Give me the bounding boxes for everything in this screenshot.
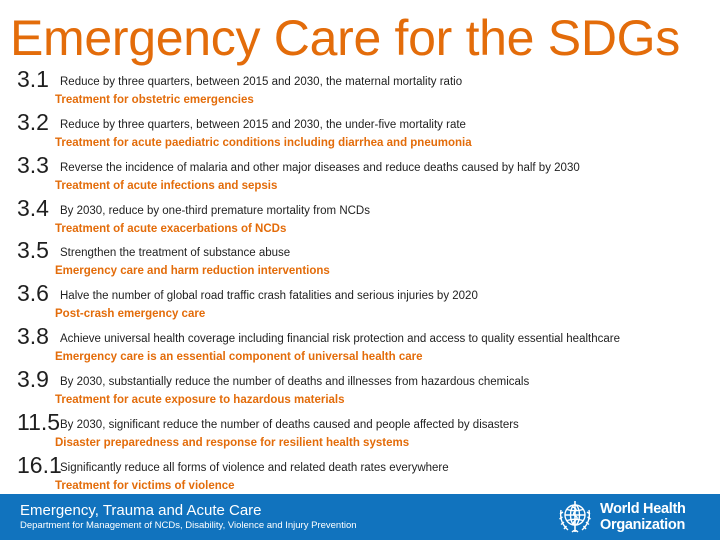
target-goal: Halve the number of global road traffic crash fatalities and serious injuries by 2020 — [60, 290, 478, 302]
sdg-target-16-1 — [17, 452, 717, 496]
slide-title: Emergency Care for the SDGs — [10, 10, 680, 66]
target-treatment: Emergency care is an essential component of universal health care — [55, 351, 423, 363]
sdg-target-3-9 — [17, 366, 717, 410]
sdg-target-3-1 — [17, 66, 717, 110]
target-number: 3.5 — [17, 237, 49, 263]
target-number: 3.1 — [17, 66, 49, 92]
target-number: 3.3 — [17, 152, 49, 178]
target-number: 16.1 — [17, 452, 62, 478]
target-treatment: Emergency care and harm reduction interventions — [55, 265, 330, 277]
target-goal: Reduce by three quarters, between 2015 and 2030, the under-five mortality rate — [60, 119, 466, 131]
target-goal: Strengthen the treatment of substance abuse — [60, 247, 291, 259]
target-goal: Reduce by three quarters, between 2015 and 2030, the maternal mortality ratio — [60, 76, 463, 88]
target-number: 11.5 — [17, 409, 61, 435]
footer-title: Emergency, Trauma and Acute Care — [20, 502, 262, 519]
who-emblem-icon — [556, 498, 594, 536]
footer-subtitle: Department for Management of NCDs, Disability, Violence and Injury Prevention — [20, 520, 357, 531]
sdg-target-3-5 — [17, 237, 717, 281]
sdg-target-3-2 — [17, 109, 717, 153]
sdg-target-3-3 — [17, 152, 717, 196]
target-number: 3.8 — [17, 323, 49, 349]
target-treatment: Disaster preparedness and response for resilient health systems — [55, 437, 410, 449]
target-goal: Reverse the incidence of malaria and other major diseases and reduce deaths caused by half by 2030 — [60, 162, 580, 174]
target-goal: By 2030, significant reduce the number of deaths caused and people affected by disasters — [60, 419, 519, 431]
sdg-target-11-5 — [17, 409, 717, 453]
target-treatment: Treatment for victims of violence — [55, 480, 235, 492]
target-treatment: Post-crash emergency care — [55, 308, 206, 320]
target-goal: Achieve universal health coverage including financial risk protection and access to quality essential healthcare — [60, 333, 620, 345]
footer-banner — [0, 494, 720, 540]
organization-name: World Health Organization — [600, 501, 686, 533]
sdg-target-3-6 — [17, 280, 717, 324]
target-treatment: Treatment of acute infections and sepsis — [55, 180, 278, 192]
target-treatment: Treatment for obstetric emergencies — [55, 94, 254, 106]
target-number: 3.2 — [17, 109, 49, 135]
target-number: 3.6 — [17, 280, 49, 306]
who-logo — [556, 498, 716, 536]
sdg-target-3-4 — [17, 195, 717, 239]
target-treatment: Treatment for acute exposure to hazardous materials — [55, 394, 345, 406]
target-goal: By 2030, substantially reduce the number of deaths and illnesses from hazardous chemicals — [60, 376, 530, 388]
target-treatment: Treatment of acute exacerbations of NCDs — [55, 223, 287, 235]
target-goal: By 2030, reduce by one-third premature mortality from NCDs — [60, 205, 370, 217]
target-treatment: Treatment for acute paediatric conditions including diarrhea and pneumonia — [55, 137, 472, 149]
target-number: 3.9 — [17, 366, 49, 392]
target-number: 3.4 — [17, 195, 49, 221]
sdg-target-3-8 — [17, 323, 717, 367]
target-goal: Significantly reduce all forms of violence and related death rates everywhere — [60, 462, 449, 474]
